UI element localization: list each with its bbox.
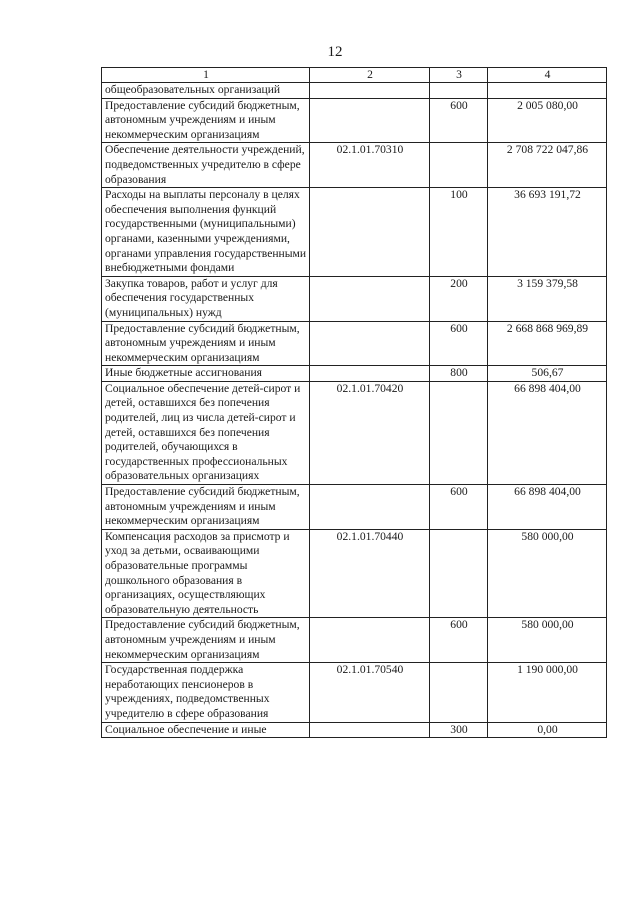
table-row (102, 98, 607, 143)
column-header-2: 2 (310, 68, 430, 83)
row-code-cell: 02.1.01.70420 (310, 381, 430, 484)
row-kvr-cell: 800 (430, 366, 488, 382)
row-kvr-cell (430, 381, 488, 484)
row-code-cell (310, 276, 430, 321)
column-header-4: 4 (488, 68, 607, 83)
table-row (102, 143, 607, 188)
row-amount-cell: 506,67 (488, 366, 607, 382)
row-name-cell: Предоставление субсидий бюджетным, автономным учреждениям и иным некоммерческим организациям (102, 321, 310, 366)
row-amount-cell: 36 693 191,72 (488, 188, 607, 277)
row-amount-cell: 1 190 000,00 (488, 663, 607, 722)
row-code-cell: 02.1.01.70440 (310, 529, 430, 618)
row-code-cell: 02.1.01.70310 (310, 143, 430, 188)
row-amount-cell: 66 898 404,00 (488, 485, 607, 530)
row-name-cell: Предоставление субсидий бюджетным, автономным учреждениям и иным некоммерческим организациям (102, 98, 310, 143)
page-number: 12 (327, 44, 343, 60)
row-code-cell (310, 485, 430, 530)
row-name-cell: Расходы на выплаты персоналу в целях обеспечения выполнения функций государственными (муниципальными) органами, казенными учреждениями, органами управления государственными внебюджетными фондами (102, 188, 310, 277)
table-row (102, 83, 607, 99)
row-kvr-cell (430, 83, 488, 99)
table-row (102, 722, 607, 738)
row-code-cell (310, 188, 430, 277)
row-code-cell (310, 366, 430, 382)
row-name-cell: Социальное обеспечение и иные (102, 722, 310, 738)
row-name-cell: Предоставление субсидий бюджетным, автономным учреждениям и иным некоммерческим организациям (102, 618, 310, 663)
row-code-cell (310, 83, 430, 99)
table-row (102, 188, 607, 277)
table-row (102, 321, 607, 366)
row-name-cell: Государственная поддержка неработающих пенсионеров в учреждениях, подведомственных учредителю в сфере образования (102, 663, 310, 722)
table-row (102, 381, 607, 484)
row-amount-cell: 0,00 (488, 722, 607, 738)
row-amount-cell: 580 000,00 (488, 618, 607, 663)
row-code-cell (310, 618, 430, 663)
row-kvr-cell: 600 (430, 321, 488, 366)
column-header-1: 1 (102, 68, 310, 83)
row-name-cell: Компенсация расходов за присмотр и уход за детьми, осваивающими образовательные программы дошкольного образования в организациях, осуществляющих образовательную деятельность (102, 529, 310, 618)
table-row (102, 276, 607, 321)
row-kvr-cell (430, 663, 488, 722)
row-kvr-cell: 600 (430, 485, 488, 530)
row-code-cell (310, 98, 430, 143)
row-amount-cell: 3 159 379,58 (488, 276, 607, 321)
row-name-cell: Закупка товаров, работ и услуг для обеспечения государственных (муниципальных) нужд (102, 276, 310, 321)
row-amount-cell: 66 898 404,00 (488, 381, 607, 484)
row-name-cell: Социальное обеспечение детей-сирот и детей, оставшихся без попечения родителей, лиц из числа детей-сирот и детей, оставшихся без попечения родителей, обучающихся в государственных профессиональных образовательных организациях (102, 381, 310, 484)
row-code-cell (310, 321, 430, 366)
table-header-row (102, 68, 607, 83)
row-amount-cell: 2 005 080,00 (488, 98, 607, 143)
row-kvr-cell: 100 (430, 188, 488, 277)
budget-table (101, 67, 607, 738)
row-name-cell: общеобразовательных организаций (102, 83, 310, 99)
row-kvr-cell (430, 143, 488, 188)
row-name-cell: Предоставление субсидий бюджетным, автономным учреждениям и иным некоммерческим организациям (102, 485, 310, 530)
row-name-cell: Обеспечение деятельности учреждений, подведомственных учредителю в сфере образования (102, 143, 310, 188)
row-amount-cell: 580 000,00 (488, 529, 607, 618)
table-row (102, 529, 607, 618)
table-row (102, 485, 607, 530)
row-kvr-cell: 200 (430, 276, 488, 321)
table-row (102, 663, 607, 722)
row-amount-cell: 2 708 722 047,86 (488, 143, 607, 188)
table-row (102, 618, 607, 663)
row-kvr-cell: 600 (430, 618, 488, 663)
row-amount-cell: 2 668 868 969,89 (488, 321, 607, 366)
row-code-cell: 02.1.01.70540 (310, 663, 430, 722)
column-header-3: 3 (430, 68, 488, 83)
row-amount-cell (488, 83, 607, 99)
row-kvr-cell: 600 (430, 98, 488, 143)
row-kvr-cell: 300 (430, 722, 488, 738)
row-code-cell (310, 722, 430, 738)
table-row (102, 366, 607, 382)
row-kvr-cell (430, 529, 488, 618)
row-name-cell: Иные бюджетные ассигнования (102, 366, 310, 382)
